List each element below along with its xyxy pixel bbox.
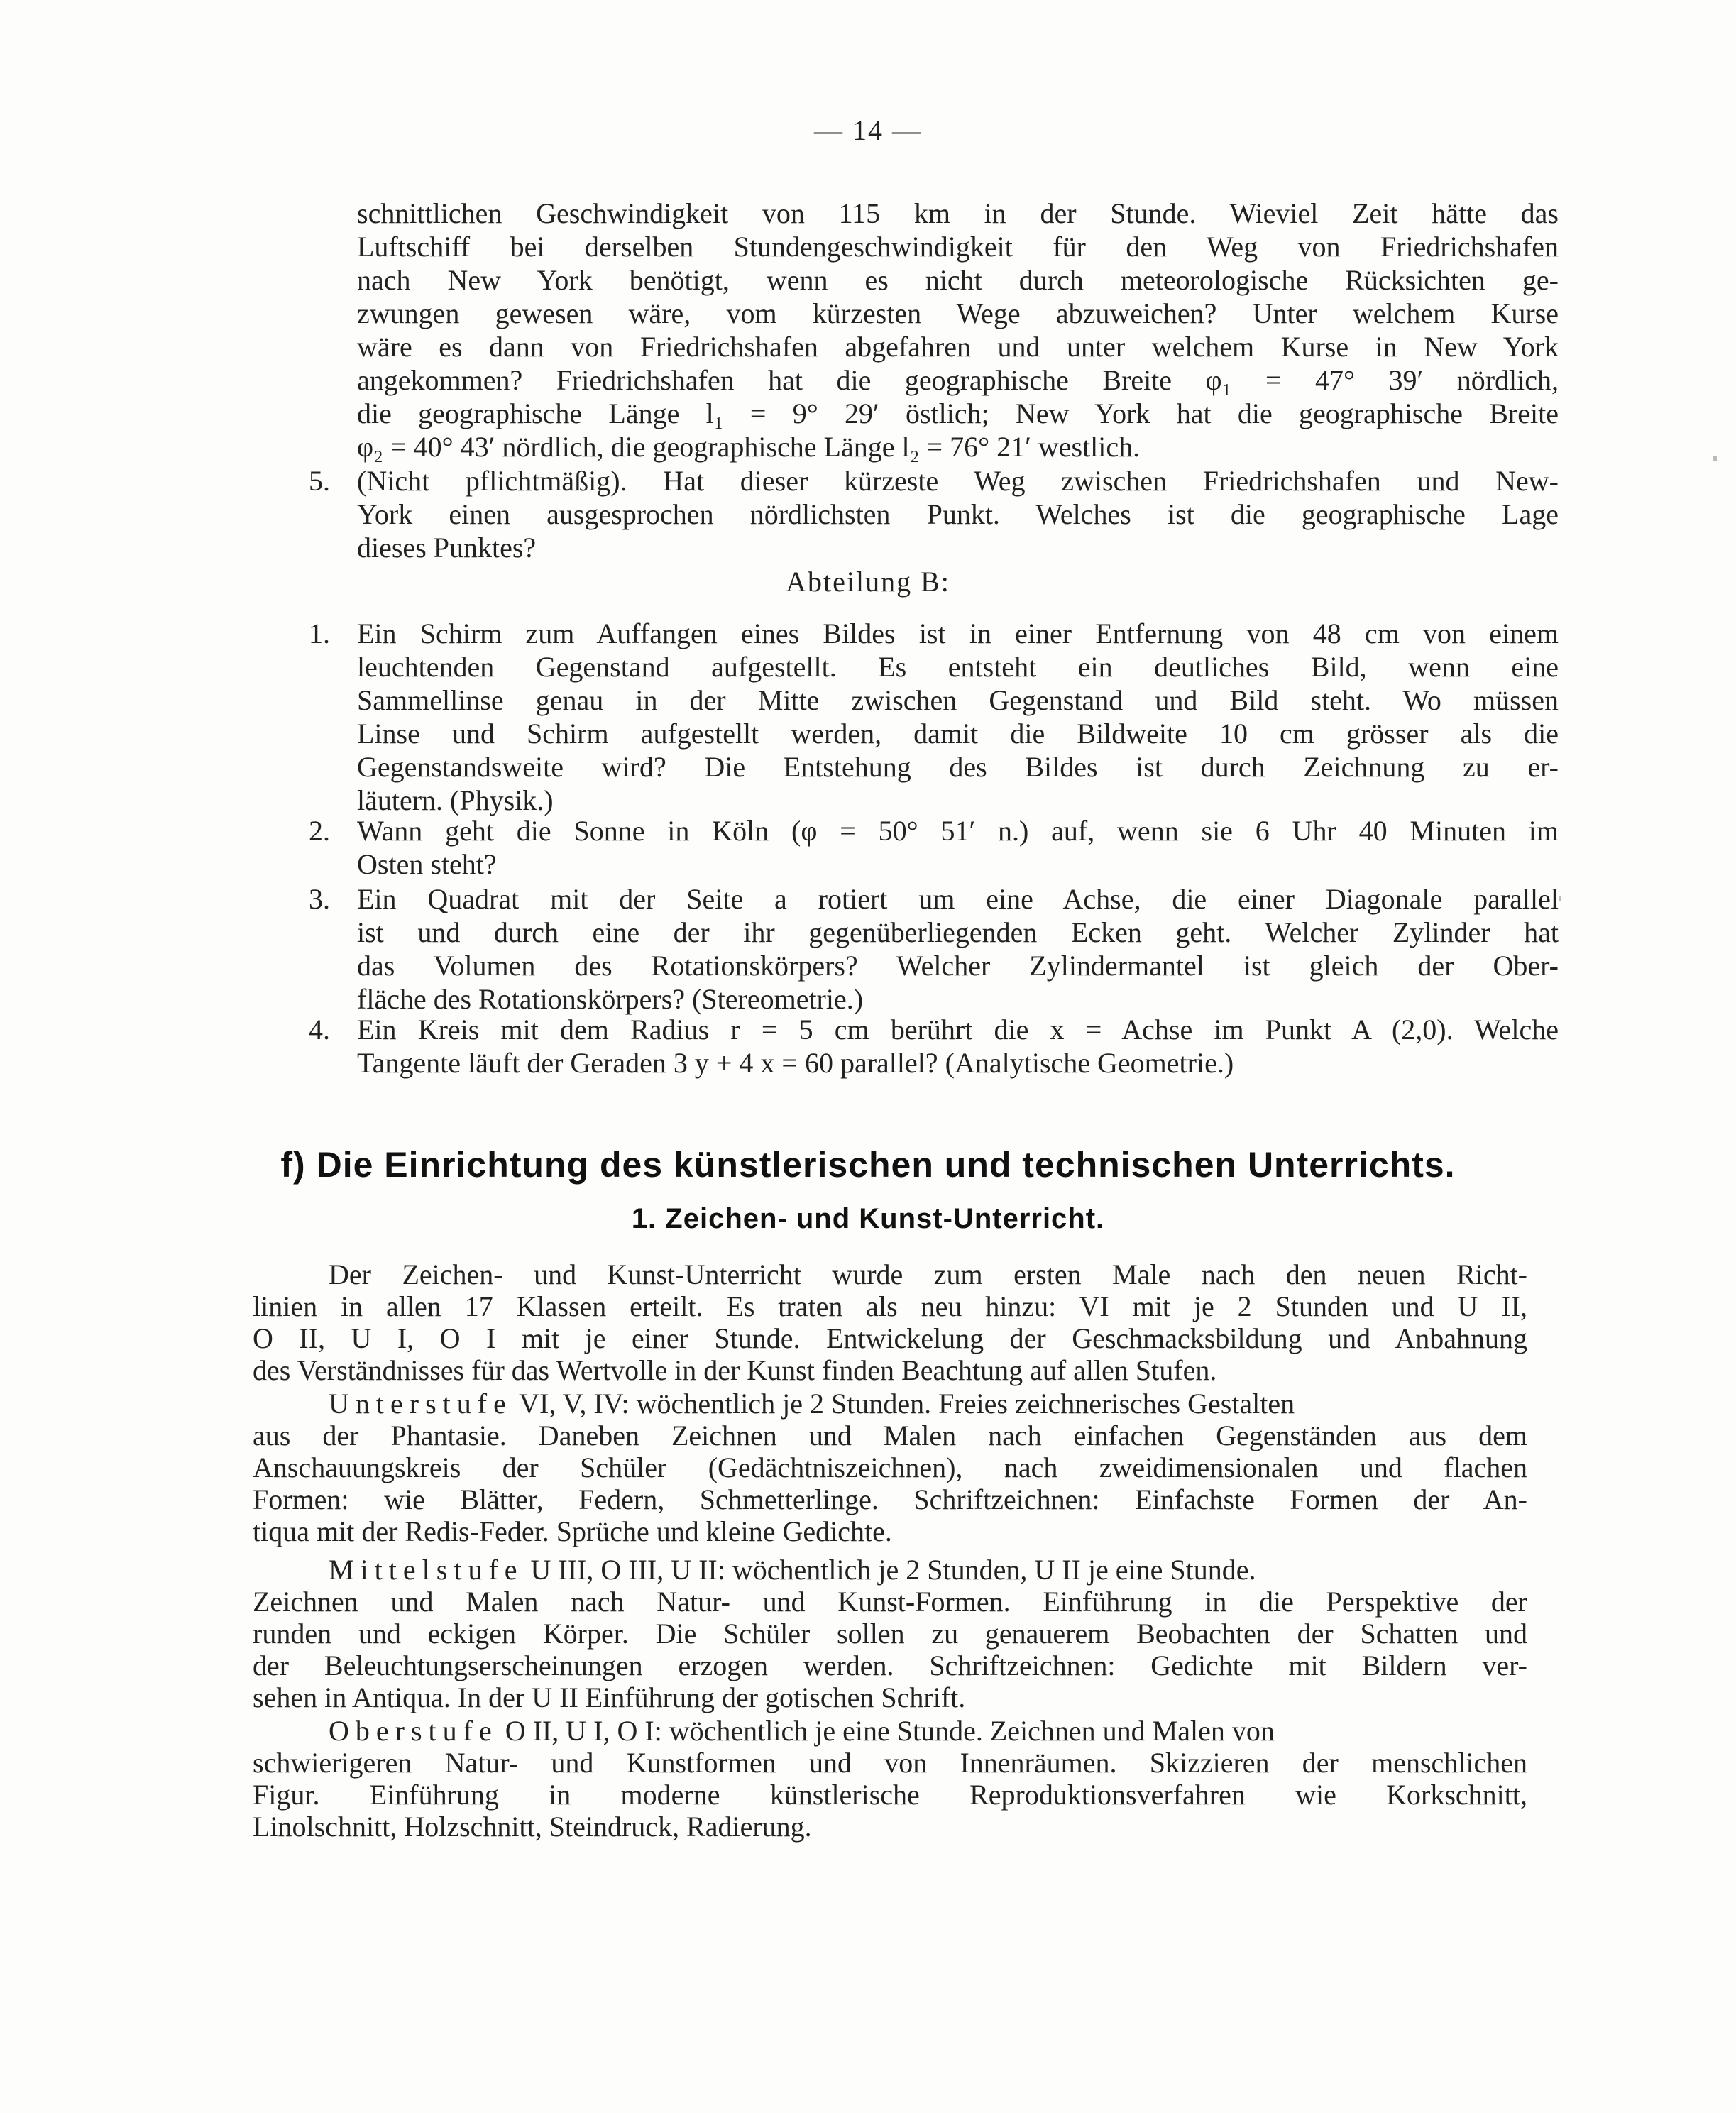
subsection-heading: 1. Zeichen- und Kunst-Unterricht. [631,1203,1105,1234]
text-line: Gegenstandsweite wird? Die Entstehung des Bildes ist durch Zeichnung zu er- [357,751,1559,783]
task-number: 5. [309,465,330,497]
text-line: fläche des Rotationskörpers? (Stereometrie.) [357,983,864,1015]
text-line: aus der Phantasie. Daneben Zeichnen und Malen nach einfachen Gegenständen aus dem [253,1420,1527,1451]
text-run: U III, O III, U II: wöchentlich je 2 Stunden, U II je eine Stunde. [523,1554,1256,1586]
level-label: Oberstufe [329,1715,498,1747]
text-line: nach New York benötigt, wenn es nicht durch meteorologische Rücksichten ge- [357,264,1559,296]
scan-speck [1559,896,1561,901]
text-line: Ein Schirm zum Auffangen eines Bildes ist in einer Entfernung von 48 cm von einem [357,618,1559,649]
text-run: VI, V, IV: wöchentlich je 2 Stunden. Freies zeichnerisches Gestalten [512,1388,1295,1420]
task-number: 3. [309,883,330,915]
section-label-abteilung-b: Abteilung B: [786,566,950,598]
text-line: sehen in Antiqua. In der U II Einführung der gotischen Schrift. [253,1681,966,1713]
text-line: leuchtenden Gegenstand aufgestellt. Es entsteht ein deutliches Bild, wenn eine [357,651,1559,683]
text-line: Tangente läuft der Geraden 3 y + 4 x = 60 parallel? (Analytische Geometrie.) [357,1047,1234,1079]
text-line: O II, U I, O I mit je einer Stunde. Entwickelung der Geschmacksbildung und Anbahnung [253,1322,1527,1354]
text-line: Zeichnen und Malen nach Natur- und Kunst-Formen. Einführung in die Perspektive der [253,1586,1527,1618]
text-line: Osten steht? [357,848,497,880]
text-line: Der Zeichen- und Kunst-Unterricht wurde zum ersten Male nach den neuen Richt- [329,1258,1527,1290]
text-line: Sammellinse genau in der Mitte zwischen Gegenstand und Bild steht. Wo müssen [357,684,1559,716]
text-line: Luftschiff bei derselben Stundengeschwindigkeit für den Weg von Friedrichshafen [357,231,1559,263]
text-line: angekommen? Friedrichshafen hat die geographische Breite φ₁ = 47° 39′ nördlich, [357,364,1559,396]
level-label: Unterstufe [329,1388,512,1420]
text-line: tiqua mit der Redis-Feder. Sprüche und kleine Gedichte. [253,1515,892,1547]
text-line: Anschauungskreis der Schüler (Gedächtniszeichnen), nach zweidimensionalen und flachen [253,1451,1527,1483]
text-line: φ₂ = 40° 43′ nördlich, die geographische Länge l₂ = 76° 21′ westlich. [357,431,1141,463]
page-number: — 14 — [814,114,922,146]
text-line: des Verständnisses für das Wertvolle in der Kunst finden Beachtung auf allen Stufen. [253,1354,1217,1386]
text-line: das Volumen des Rotationskörpers? Welcher Zylindermantel ist gleich der Ober- [357,950,1559,982]
level-label: Mittelstufe [329,1554,524,1586]
task-number: 1. [309,618,330,649]
text-line [329,1554,1256,1586]
text-line: dieses Punktes? [357,532,537,564]
text-line [329,1388,1295,1420]
text-line: Ein Quadrat mit der Seite a rotiert um eine Achse, die einer Diagonale parallel [357,883,1559,915]
text-line: runden und eckigen Körper. Die Schüler sollen zu genauerem Beobachten der Schatten und [253,1618,1527,1650]
text-line: zwungen gewesen wäre, vom kürzesten Wege abzuweichen? Unter welchem Kurse [357,297,1559,329]
text-line: der Beleuchtungserscheinungen erzogen werden. Schriftzeichnen: Gedichte mit Bildern ver- [253,1650,1527,1681]
text-line: Linolschnitt, Holzschnitt, Steindruck, Radierung. [253,1811,812,1843]
section-heading: f) Die Einrichtung des künstlerischen und technischen Unterrichts. [280,1145,1456,1185]
text-run: O II, U I, O I: wöchentlich je eine Stunde. Zeichnen und Malen von [498,1715,1275,1747]
text-line: linien in allen 17 Klassen erteilt. Es traten als neu hinzu: VI mit je 2 Stunden und U II, [253,1290,1527,1322]
text-line: die geographische Länge l₁ = 9° 29′ östlich; New York hat die geographische Breite [357,397,1559,429]
text-line [329,1715,1275,1747]
text-line: schwierigeren Natur- und Kunstformen und von Innenräumen. Skizzieren der menschlichen [253,1747,1527,1779]
text-line: Linse und Schirm aufgestellt werden, damit die Bildweite 10 cm grösser als die [357,718,1559,750]
text-line: ist und durch eine der ihr gegenüberliegenden Ecken geht. Welcher Zylinder hat [357,916,1559,948]
text-line: York einen ausgesprochen nördlichsten Punkt. Welches ist die geographische Lage [357,498,1559,530]
text-line: Wann geht die Sonne in Köln (φ = 50° 51′ n.) auf, wenn sie 6 Uhr 40 Minuten im [357,815,1559,847]
task-number: 4. [309,1014,330,1045]
text-line: läutern. (Physik.) [357,784,554,816]
text-line: wäre es dann von Friedrichshafen abgefahren und unter welchem Kurse in New York [357,331,1559,363]
scan-speck [1713,456,1717,461]
text-line: Figur. Einführung in moderne künstlerische Reproduktionsverfahren wie Korkschnitt, [253,1779,1527,1811]
text-line: (Nicht pflichtmäßig). Hat dieser kürzeste Weg zwischen Friedrichshafen und New- [357,465,1559,497]
text-line: schnittlichen Geschwindigkeit von 115 km in der Stunde. Wieviel Zeit hätte das [357,197,1559,229]
text-line: Ein Kreis mit dem Radius r = 5 cm berührt die x = Achse im Punkt A (2,0). Welche [357,1014,1559,1045]
task-number: 2. [309,815,330,847]
text-line: Formen: wie Blätter, Federn, Schmetterlinge. Schriftzeichnen: Einfachste Formen der An- [253,1483,1527,1515]
